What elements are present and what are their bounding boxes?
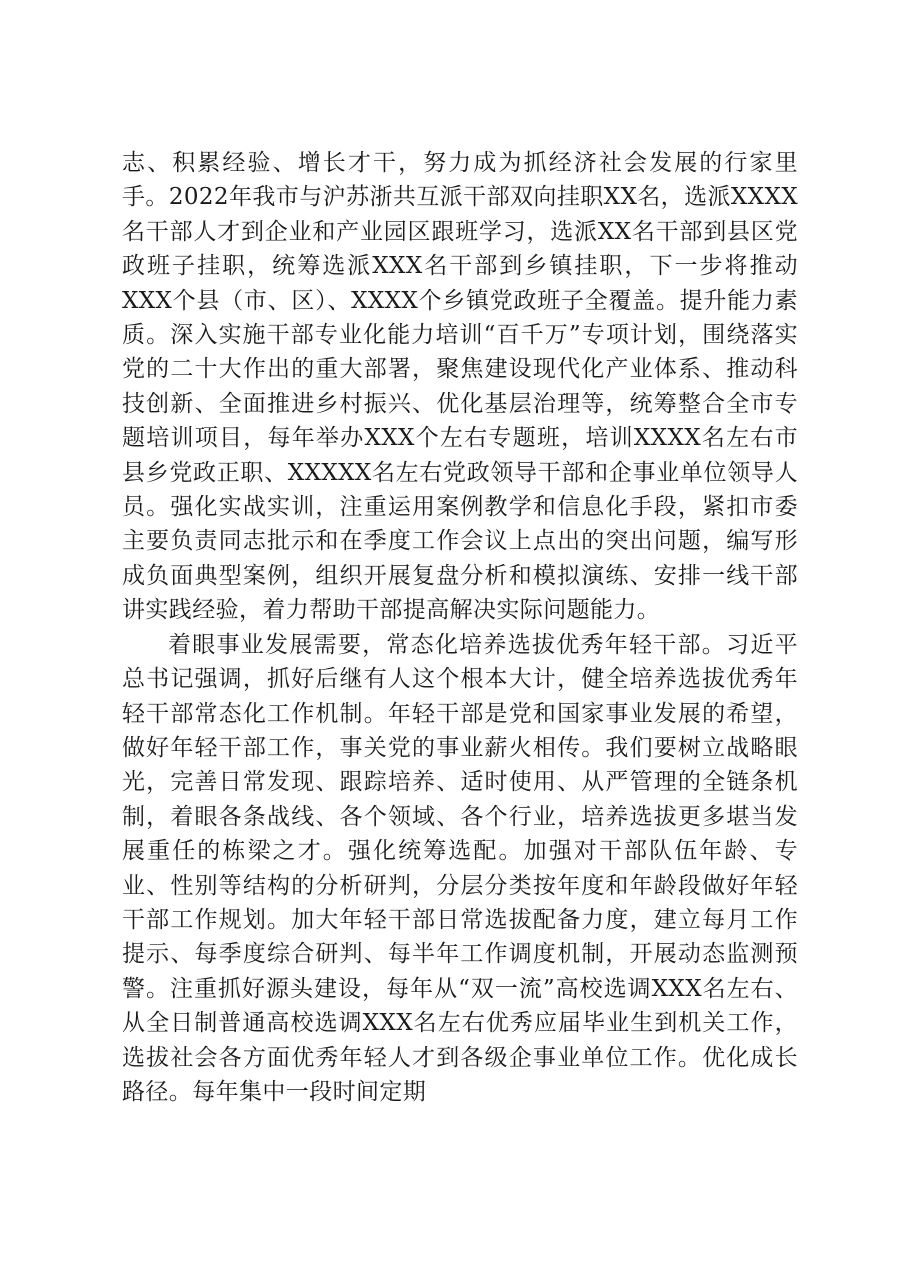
paragraph-young-cadres: 着眼事业发展需要，常态化培养选拔优秀年轻干部。习近平总书记强调，抓好后继有人这个根本大计，健全培养选拔优秀年轻干部常态化工作机制。年轻干部是党和国家事业发展的希望，做好年轻干部工作，事关党的事业薪火相传。我们要树立战略眼光，完善日常发现、跟踪培养、适时使用、从严管理的全链条机制，着眼各条战线、各个领域、各个行业，培养选拔更多堪当发展重任的栋梁之才。强化统筹选配。加强对干部队伍年龄、专业、性别等结构的分析研判，分层分类按年度和年龄段做好年轻干部工作规划。加大年轻干部日常选拔配备力度，建立每月工作提示、每季度综合研判、每半年工作调度机制，开展动态监测预警。注重抓好源头建设，每年从“双一流”高校选调XXX名左右、从全日制普通高校选调XXX名左右优秀应届毕业生到机关工作，选拔社会各方面优秀年轻人才到各级企事业单位工作。优化成长路径。每年集中一段时间定期 (122, 631, 798, 1105)
document-body (122, 146, 798, 1109)
paragraph-continuation: 志、积累经验、增长才干，努力成为抓经济社会发展的行家里手。2022年我市与沪苏浙共互派干部双向挂职XX名，选派XXXX名干部人才到企业和产业园区跟班学习，选派XX名干部到县区党政班子挂职，统筹选派XXX名干部到乡镇挂职，下一步将推动XXX个县（市、区）、XXXX个乡镇党政班子全覆盖。提升能力素质。深入实施干部专业化能力培训“百千万”专项计划，围绕落实党的二十大作出的重大部署，聚焦建设现代化产业体系、推动科技创新、全面推进乡村振兴、优化基层治理等，统筹整合全市专题培训项目，每年举办XXX个左右专题班，培训XXXX名左右市县乡党政正职、XXXXX名左右党政领导干部和企事业单位领导人员。强化实战实训，注重运用案例教学和信息化手段，紧扣市委主要负责同志批示和在季度工作会议上点出的突出问题，编写形成负面典型案例，组织开展复盘分析和模拟演练、安排一线干部讲实践经验，着力帮助干部提高解决实际问题能力。 (122, 150, 798, 624)
